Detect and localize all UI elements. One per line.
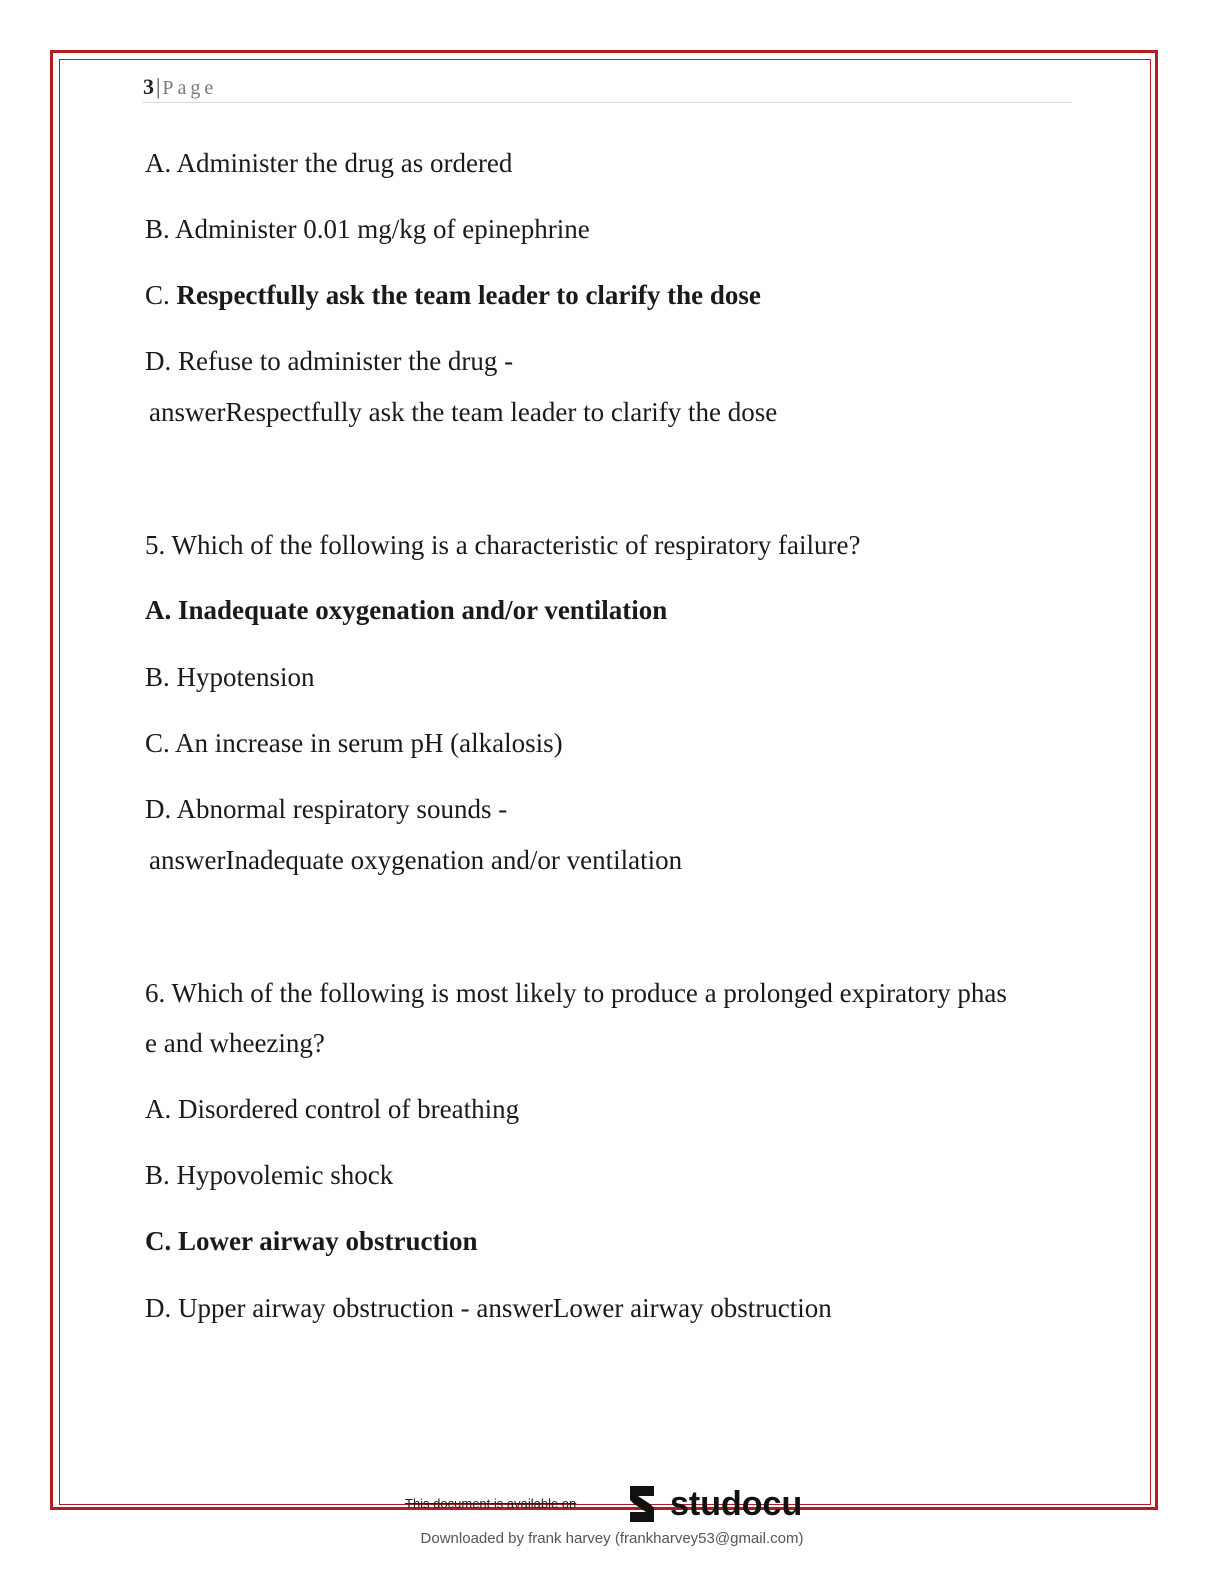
option-c-q6: C. Lower airway obstruction <box>145 1226 478 1256</box>
downloaded-by-text: Downloaded by frank harvey (frankharvey53@gmail.com) <box>420 1530 804 1547</box>
correct-option-text: Respectfully ask the team leader to clarify the dose <box>176 280 761 310</box>
available-on-text: This document is available on <box>405 1496 577 1511</box>
question-6-line1: 6. Which of the following is most likely to produce a prolonged expiratory phas <box>145 978 1007 1008</box>
option-b-q4: B. Administer 0.01 mg/kg of epinephrine <box>145 214 590 244</box>
option-b-q5: B. Hypotension <box>145 662 315 692</box>
option-a-q6: A. Disordered control of breathing <box>145 1094 520 1124</box>
option-c-q4 <box>145 278 761 312</box>
studocu-wordmark: studocu <box>670 1484 803 1523</box>
option-b-q6: B. Hypovolemic shock <box>145 1160 394 1190</box>
option-d-q4: D. Refuse to administer the drug - <box>145 346 514 376</box>
page-border-inner <box>59 59 1151 1505</box>
option-d-q5: D. Abnormal respiratory sounds - <box>145 794 508 824</box>
option-a-q4: A. Administer the drug as ordered <box>145 148 513 178</box>
studocu-logo-icon <box>620 1482 664 1526</box>
page-number: 3 <box>143 74 154 99</box>
option-a-q5: A. Inadequate oxygenation and/or ventilation <box>145 595 668 625</box>
answer-q4: answerRespectfully ask the team leader to clarify the dose <box>149 397 778 427</box>
header-separator: | <box>156 74 161 99</box>
studocu-logo[interactable] <box>620 1482 802 1526</box>
page-header <box>143 74 1071 103</box>
answer-q5: answerInadequate oxygenation and/or ventilation <box>149 845 683 875</box>
option-c-q5: C. An increase in serum pH (alkalosis) <box>145 728 563 758</box>
option-d-q6: D. Upper airway obstruction - answerLower airway obstruction <box>145 1293 832 1323</box>
question-5: 5. Which of the following is a characteristic of respiratory failure? <box>145 530 861 560</box>
question-6-line2: e and wheezing? <box>145 1028 325 1058</box>
page-label: Page <box>162 77 218 99</box>
option-prefix: C. <box>145 280 177 310</box>
